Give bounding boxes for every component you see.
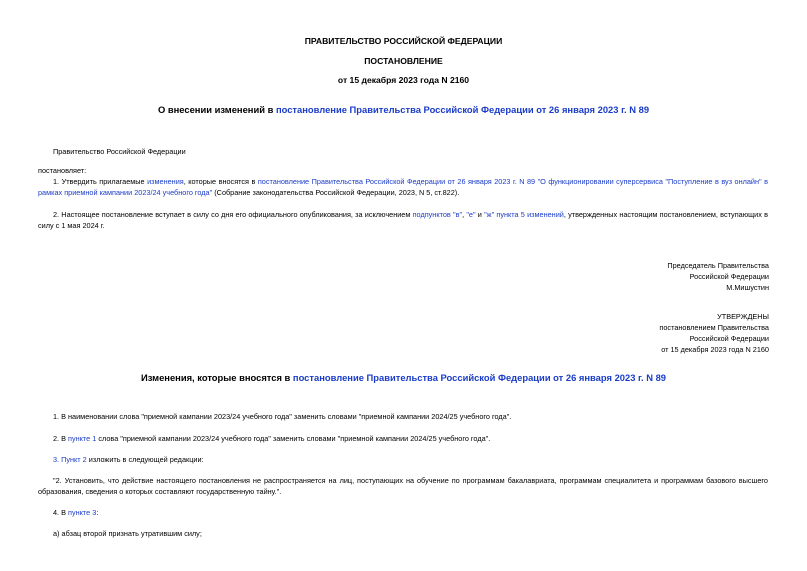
approved-line-4: от 15 декабря 2023 года N 2160 — [661, 345, 769, 354]
change-3-text: изложить в следующей редакции: — [86, 455, 204, 464]
document-title-prefix: О внесении изменений в — [157, 104, 276, 115]
change-1: 1. В наименовании слова "приемной кампании 2023/24 учебного года" заменить словами "приемной кампании 2024/25 учебного года". — [53, 412, 512, 421]
point-2-link[interactable]: 3. Пункт 2 — [53, 455, 87, 464]
signature-block — [667, 260, 769, 293]
change-3-quote: "2. Установить, что действие настоящего постановления не распространяется на лиц, поступающих на обучение по программам бакалавриата, программам специалитета и программам базового высшего образования, сведения о которых составляют государственную тайну.". — [38, 476, 768, 496]
government-heading: ПРАВИТЕЛЬСТВО РОССИЙСКОЙ ФЕДЕРАЦИИ — [304, 36, 503, 46]
approved-line-3: Российской Федерации — [689, 334, 769, 343]
paragraph-1-text-a: 1. Утвердить прилагаемые — [53, 177, 148, 186]
changes-title-prefix: Изменения, которые вносятся в — [140, 372, 293, 383]
paragraph-2-text-a: 2. Настоящее постановление вступает в силу со дня его официального опубликования, за исключением — [53, 210, 413, 219]
subpoint-zh-link[interactable]: "ж" пункта 5 изменений — [484, 210, 564, 219]
decree-89-link[interactable]: постановление Правительства Российской Федерации от 26 января 2023 г. N 89 — [275, 104, 650, 115]
decree-89-name-link[interactable]: "О функционировании суперсервиса "Поступление в вуз онлайн" в рамках приемной кампании 2023/24 учебного года" — [38, 177, 768, 197]
document-type: ПОСТАНОВЛЕНИЕ — [364, 56, 443, 66]
subpoint-e-link[interactable]: "е" — [466, 210, 476, 219]
approved-line-1: УТВЕРЖДЕНЫ — [717, 312, 769, 321]
point-1-link[interactable]: пункте 1 — [68, 434, 97, 443]
paragraph-2-text-c: и — [475, 210, 485, 219]
point-3-link[interactable]: пункте 3 — [68, 508, 97, 517]
signature-line-2: Российской Федерации — [689, 272, 769, 281]
decrees-label: постановляет: — [38, 166, 87, 175]
change-2-text-a: 2. В — [53, 434, 69, 443]
paragraph-1-text-b: , которые вносятся в — [183, 177, 258, 186]
government-label: Правительство Российской Федерации — [53, 147, 186, 156]
approved-line-2: постановлением Правительства — [659, 323, 769, 332]
decree-89-link-2[interactable]: постановление Правительства Российской Федерации от 26 января 2023 г. N 89 — [257, 177, 536, 186]
change-4a: а) абзац второй признать утратившим силу; — [53, 529, 202, 538]
change-4-text-b: : — [96, 508, 99, 517]
paragraph-2-text-b: , — [462, 210, 467, 219]
change-4-text-a: 4. В — [53, 508, 69, 517]
paragraph-2-text-d: , утвержденных настоящим постановлением, вступающих в силу с 1 мая 2024 г. — [38, 210, 768, 230]
change-4 — [38, 507, 768, 518]
signature-line-3: М.Мишустин — [726, 283, 769, 292]
changes-title — [0, 372, 807, 383]
paragraph-1-text-c: (Собрание законодательства Российской Федерации, 2023, N 5, ст.822). — [212, 188, 460, 197]
paragraph-2 — [38, 209, 768, 231]
changes-link[interactable]: изменения — [147, 177, 184, 186]
change-3 — [38, 454, 768, 465]
change-2 — [38, 433, 768, 444]
change-2-text-b: слова "приемной кампании 2023/24 учебного года" заменить словами "приемной кампании 2024/25 учебного года". — [96, 434, 491, 443]
signature-line-1: Председатель Правительства — [667, 261, 769, 270]
approved-block — [659, 311, 769, 355]
changes-decree-89-link[interactable]: постановление Правительства Российской Федерации от 26 января 2023 г. N 89 — [292, 372, 667, 383]
document-title — [0, 104, 807, 115]
paragraph-1 — [38, 176, 768, 198]
subpoint-v-link[interactable]: подпунктов "в" — [412, 210, 463, 219]
document-date-number: от 15 декабря 2023 года N 2160 — [337, 75, 470, 85]
